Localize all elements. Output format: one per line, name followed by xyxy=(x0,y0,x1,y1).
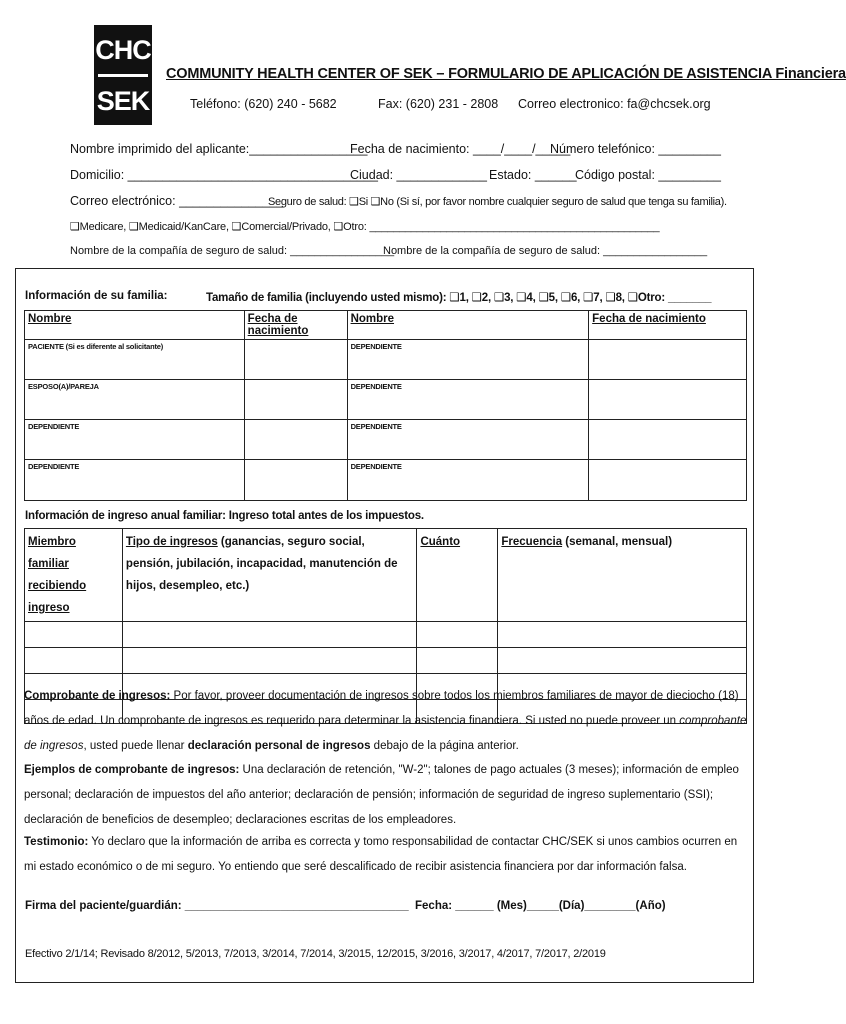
table-row xyxy=(25,340,747,380)
family-table xyxy=(24,310,747,501)
col-header-member: Miembro familiar recibiendo ingreso xyxy=(25,529,123,622)
logo-line-1: CHC xyxy=(95,34,151,65)
family-row-label[interactable]: DEPENDIENTE xyxy=(347,340,589,380)
col-header-dob: Fecha de nacimiento xyxy=(244,311,347,340)
dob-cell[interactable] xyxy=(244,460,347,501)
income-cell[interactable] xyxy=(25,648,123,674)
income-type-label: Tipo de ingresos xyxy=(125,536,218,548)
proof-text-1: Por favor, proveer documentación de ingresos sobre todos los miembros familiares de mayor de dieciocho (18) años de edad. Un comprobante de ingresos es requerido para determinar la asistencia financiera. Si usted no puede proveer un xyxy=(24,690,739,727)
testimony-label: Testimonio: xyxy=(24,836,89,848)
income-cell[interactable] xyxy=(498,622,747,648)
family-row-label[interactable]: DEPENDIENTE xyxy=(25,420,245,460)
proof-of-income-paragraph xyxy=(24,684,749,759)
dob-cell[interactable] xyxy=(244,340,347,380)
frequency-label: Frecuencia xyxy=(501,536,563,548)
phone-field[interactable]: Número telefónico: _________ xyxy=(550,142,721,156)
address-field[interactable]: Domicilio: ____________________________________ xyxy=(70,168,378,182)
proof-bold: declaración personal de ingresos xyxy=(187,740,371,752)
table-row xyxy=(25,380,747,420)
applicant-name-field[interactable]: Nombre imprimido del aplicante:_________________ xyxy=(70,142,368,156)
revision-footer: Efectivo 2/1/14; Revisado 8/2012, 5/2013, 7/2013, 3/2014, 7/2014, 3/2015, 12/2015, 3/2016, 3/2017, 4/2017, 7/2017, 2/2019 xyxy=(25,948,606,960)
testimony-text: Yo declaro que la información de arriba es correcta y tomo responsabilidad de contactar CHC/SEK si unos cambios ocurren en mi estado económico o de mi seguro. Yo entiendo que seré descalificado de recibir asistencia financiera por dar información falsa. xyxy=(24,836,738,873)
income-type-examples: (ganancias, seguro social, pensión, jubilación, incapacidad, manutención de hijos, desempleo, etc.) xyxy=(125,536,398,592)
email-text: Correo electronico: fa@chcsek.org xyxy=(518,97,711,111)
insurance-company-field-2[interactable]: Nombre de la compañía de seguro de salud: _________________ xyxy=(383,245,708,257)
table-row xyxy=(25,420,747,460)
insurance-type-options[interactable]: ❑Medicare, ❑Medicaid/KanCare, ❑Comercial/Privado, ❑Otro: _________________________________________________ xyxy=(70,221,660,233)
email-field[interactable]: Correo electrónico: _______________ xyxy=(70,194,284,208)
testimony-paragraph xyxy=(24,830,749,880)
income-cell[interactable] xyxy=(498,648,747,674)
state-field[interactable]: Estado: ______ xyxy=(489,168,577,182)
proof-text-2: , usted puede llenar xyxy=(83,740,188,752)
proof-italic: comprobante de ingresos xyxy=(24,715,747,752)
examples-paragraph xyxy=(24,758,749,833)
income-table-header xyxy=(25,529,747,622)
col-header-name: Nombre xyxy=(25,311,245,340)
col-header-dob-2: Fecha de nacimiento xyxy=(589,311,747,340)
table-row xyxy=(25,622,747,648)
proof-text-3: debajo de la página anterior. xyxy=(370,740,519,752)
dob-cell[interactable] xyxy=(244,420,347,460)
dob-cell[interactable] xyxy=(589,380,747,420)
signature-field[interactable]: Firma del paciente/guardián: ___________________________________ xyxy=(25,900,409,912)
examples-label: Ejemplos de comprobante de ingresos: xyxy=(24,764,240,776)
examples-text: Una declaración de retención, "W-2"; talones de pago actuales (3 meses); información de empleo personal; declaración de impuestos del año anterior; declaración de pensión; información de seguridad de ingreso suplementario (SSI); declaración de beneficios de desempleo; declaraciones escritas de los empleadores. xyxy=(24,764,739,826)
income-cell[interactable] xyxy=(417,648,498,674)
income-cell[interactable] xyxy=(122,648,417,674)
insurance-question[interactable]: Seguro de salud: ❑Si ❑No (Si sí, por favor nombre cualquier seguro de salud que tenga su familia). xyxy=(268,196,727,208)
logo-line-2: SEK xyxy=(96,85,150,116)
table-row xyxy=(25,460,747,501)
family-row-label[interactable]: DEPENDIENTE xyxy=(347,380,589,420)
family-row-label[interactable]: DEPENDIENTE xyxy=(25,460,245,501)
signature-date-field[interactable]: Fecha: ______ (Mes)_____(Día)________(Año) xyxy=(415,900,666,912)
zip-field[interactable]: Código postal: _________ xyxy=(575,168,721,182)
insurance-company-field-1[interactable]: Nombre de la compañía de seguro de salud: _________________ xyxy=(70,245,395,257)
proof-label: Comprobante de ingresos: xyxy=(24,690,171,702)
frequency-examples: (semanal, mensual) xyxy=(562,536,673,548)
family-size-options[interactable]: Tamaño de familia (incluyendo usted mismo): ❑1, ❑2, ❑3, ❑4, ❑5, ❑6, ❑7, ❑8, ❑Otro: _______ xyxy=(206,292,712,304)
col-header-frequency xyxy=(498,529,747,622)
birthdate-field[interactable]: Fecha de nacimiento: ____/____/_____ xyxy=(350,142,571,156)
income-cell[interactable] xyxy=(417,622,498,648)
logo-divider xyxy=(98,74,148,77)
fax-text: Fax: (620) 231 - 2808 xyxy=(378,97,499,111)
phone-text: Teléfono: (620) 240 - 5682 xyxy=(190,97,337,111)
family-table-header xyxy=(25,311,747,340)
city-field[interactable]: Ciudad: _____________ xyxy=(350,168,487,182)
col-header-income-type xyxy=(122,529,417,622)
form-title: COMMUNITY HEALTH CENTER OF SEK – FORMULARIO DE APLICACIÓN DE ASISTENCIA Financiera xyxy=(166,66,846,82)
dob-cell[interactable] xyxy=(244,380,347,420)
income-cell[interactable] xyxy=(25,622,123,648)
dob-cell[interactable] xyxy=(589,340,747,380)
family-row-label[interactable]: DEPENDIENTE xyxy=(347,460,589,501)
chc-sek-logo xyxy=(94,25,152,125)
family-row-label[interactable]: ESPOSO(A)/PAREJA xyxy=(25,380,245,420)
family-row-label[interactable]: DEPENDIENTE xyxy=(347,420,589,460)
col-header-name-2: Nombre xyxy=(347,311,589,340)
income-heading: Información de ingreso anual familiar: Ingreso total antes de los impuestos. xyxy=(25,510,424,522)
dob-cell[interactable] xyxy=(589,460,747,501)
dob-cell[interactable] xyxy=(589,420,747,460)
col-header-amount: Cuánto xyxy=(417,529,498,622)
family-info-heading: Información de su familia: xyxy=(25,290,168,302)
table-row xyxy=(25,648,747,674)
family-row-label[interactable]: PACIENTE (Si es diferente al solicitante) xyxy=(25,340,245,380)
income-cell[interactable] xyxy=(122,622,417,648)
